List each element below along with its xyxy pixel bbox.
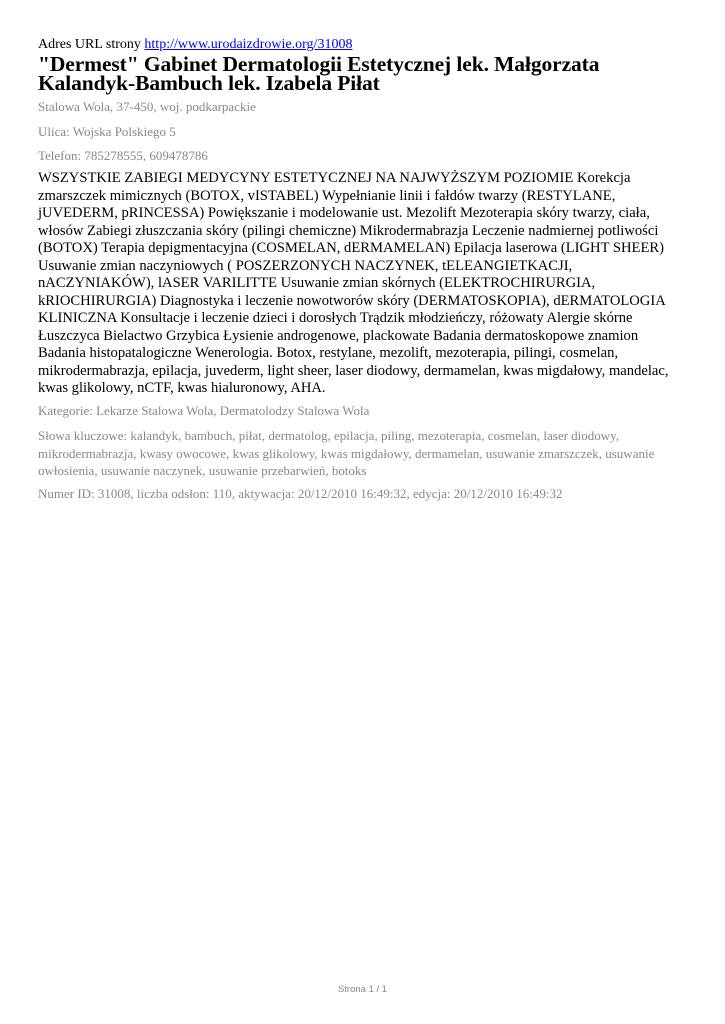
description-text: WSZYSTKIE ZABIEGI MEDYCYNY ESTETYCZNEJ NA NAJWYŻSZYM POZIOMIE Korekcja zmarszczek mimicznych (BOTOX, vISTABEL) Wypełnianie linii i fałdów twarzy (RESTYLANE, jUVEDERM, pRINCESSA) Powiększanie i modelowanie ust. Mezolift Mezoterapia skóry twarzy, ciała, włosów Zabiegi złuszczania skóry (pilingi chemiczne) Mikrodermabrazja Leczenie nadmiernej potliwości (BOTOX) Terapia depigmentacyjna (COSMELAN, dERMAMELAN) Epilacja laserowa (LIGHT SHEER) Usuwanie zmian naczyniowych ( POSZERZONYCH NACZYNEK, tELEANGIETKACJI, nACZYNIAKÓW), lASER VARILITTE Usuwanie zmian skórnych (ELEKTROCHIRURGIA, kRIOCHIRURGIA) Diagnostyka i leczenie nowotworów skóry (DERMATOSKOPIA), dERMATOLOGIA KLINICZNA Konsultacje i leczenie dzieci i dorosłych Trądzik młodzieńczy, różowaty Alergie skórne Łuszczyca Bielactwo Grzybica Łysienie androgenowe, plackowate Badania dermatoskopowe znamion Badania histopatalogiczne Wenerologia. Botox, restylane, mezolift, mezoterapia, pilingi, cosmelan, mikrodermabrazja, epilacja, juvederm, light sheer, laser diodowy, dermamelan, kwas migdałowy, mandelac, kwas glikolowy, nCTF, kwas hialuronowy, AHA. [38, 170, 669, 396]
address-street: Ulica: Wojska Polskiego 5 [38, 124, 176, 139]
page-title: "Dermest" Gabinet Dermatologii Estetycznej lek. Małgorzata Kalandyk-Bambuch lek. Izabela Piłat [38, 52, 600, 95]
page-number-footer: Strona 1 / 1 [337, 984, 388, 995]
page-url-link[interactable]: http://www.urodaizdrowie.org/31008 [144, 37, 353, 52]
address-phone: Telefon: 785278555, 609478786 [38, 148, 208, 163]
keywords-text: Słowa kluczowe: kalandyk, bambuch, piłat, dermatolog, epilacja, piling, mezoterapia, cosmelan, laser diodowy, mikrodermabrazja, kwasy owocowe, kwas glikolowy, kwas migdałowy, dermamelan, usuwanie zmarszczek, usuwanie owłosienia, usuwanie naczynek, usuwanie przebarwień, botoks [38, 428, 655, 478]
address-city: Stalowa Wola, 37-450, woj. podkarpackie [38, 99, 256, 114]
record-info-text: Numer ID: 31008, liczba odsłon: 110, aktywacja: 20/12/2010 16:49:32, edycja: 20/12/2010 16:49:32 [38, 486, 563, 501]
url-label: Adres URL strony [38, 37, 141, 52]
categories-text: Kategorie: Lekarze Stalowa Wola, Dermatolodzy Stalowa Wola [38, 403, 370, 418]
